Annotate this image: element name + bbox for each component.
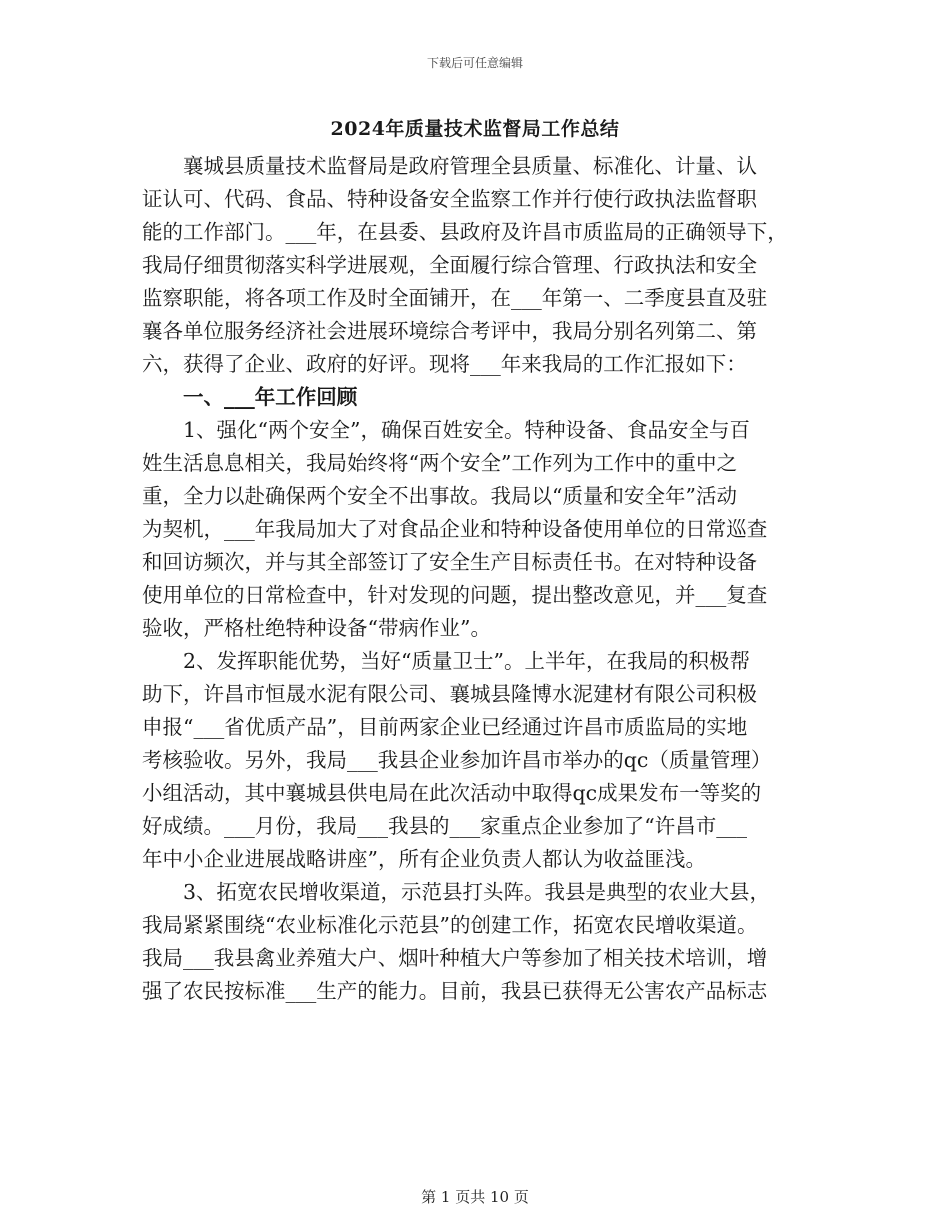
paragraph-line: 使用单位的日常检查中，针对发现的问题，提出整改意见，并___复查	[142, 583, 768, 607]
paragraph-line: 3、拓宽农民增收渠道，示范县打头阵。我县是典型的农业大县，	[183, 880, 771, 904]
paragraph-line: 助下，许昌市恒晟水泥有限公司、襄城县隆博水泥建材有限公司积极	[142, 682, 757, 706]
paragraph-line: 为契机，___年我局加大了对食品企业和特种设备使用单位的日常巡查	[142, 517, 768, 541]
paragraph-line: 六，获得了企业、政府的好评。现将___年来我局的工作汇报如下：	[142, 352, 747, 376]
paragraph-line: 验收，严格杜绝特种设备“带病作业”。	[142, 616, 491, 640]
header-note: 下载后可任意编辑	[426, 56, 523, 70]
paragraph-line: 襄城县质量技术监督局是政府管理全县质量、标准化、计量、认	[183, 154, 757, 178]
paragraph-line: 年中小企业进展战略讲座”，所有企业负责人都认为收益匪浅。	[142, 847, 706, 871]
paragraph-line: 姓生活息息相关，我局始终将“两个安全”工作列为工作中的重中之	[142, 451, 737, 475]
page-number-footer: 第 1 页共 10 页	[421, 1188, 529, 1206]
paragraph-line: 我局紧紧围绕“农业标准化示范县”的创建工作，拓宽农民增收渠道。	[142, 913, 758, 937]
paragraph-line: 强了农民按标准___生产的能力。目前，我县已获得无公害农产品标志	[142, 979, 768, 1003]
paragraph-line: 我局___我县禽业养殖大户、烟叶种植大户等参加了相关技术培训，增	[142, 946, 768, 970]
paragraph-line: 1、强化“两个安全”，确保百姓安全。特种设备、食品安全与百	[183, 418, 751, 442]
paragraph-line: 我局仔细贯彻落实科学进展观，全面履行综合管理、行政执法和安全	[142, 253, 757, 277]
section-heading: 一、___年工作回顾	[183, 385, 358, 409]
paragraph-line: 襄各单位服务经济社会进展环境综合考评中，我局分别名列第二、第	[142, 319, 757, 343]
paragraph-line: 考核验收。另外，我局___我县企业参加许昌市举办的qc（质量管理）	[142, 748, 772, 772]
paragraph-line: 好成绩。___月份，我局___我县的___家重点企业参加了“许昌市___	[142, 814, 747, 838]
paragraph-line: 监察职能，将各项工作及时全面铺开，在___年第一、二季度县直及驻	[142, 286, 768, 310]
paragraph-line: 能的工作部门。___年，在县委、县政府及许昌市质监局的正确领导下，	[142, 220, 788, 244]
paragraph-line: 小组活动，其中襄城县供电局在此次活动中取得qc成果发布一等奖的	[142, 781, 762, 805]
paragraph-line: 重，全力以赴确保两个安全不出事故。我局以“质量和安全年”活动	[142, 484, 737, 508]
paragraph-line: 申报“___省优质产品”，目前两家企业已经通过许昌市质监局的实地	[142, 715, 748, 739]
paragraph-line: 证认可、代码、食品、特种设备安全监察工作并行使行政执法监督职	[142, 187, 757, 211]
paragraph-line: 2、发挥职能优势，当好“质量卫士”。上半年，在我局的积极帮	[183, 649, 751, 673]
paragraph-line: 和回访频次，并与其全部签订了安全生产目标责任书。在对特种设备	[142, 550, 757, 574]
document-title: 2024年质量技术监督局工作总结	[330, 118, 620, 140]
body-text	[142, 150, 810, 1008]
